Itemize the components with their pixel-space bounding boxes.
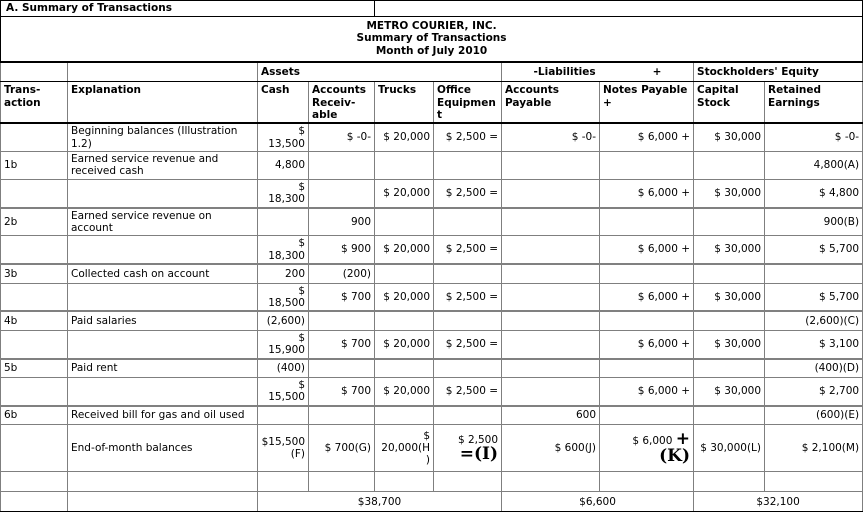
table-row — [1, 406, 863, 425]
cell-beginning-accounts-receivable: $ -0- — [309, 123, 375, 151]
cell-t6b-cash — [258, 406, 309, 425]
cell-t1b-trucks — [375, 152, 434, 180]
cell-t1b-notes-payable — [600, 152, 694, 180]
title-block — [1, 17, 863, 63]
cell-t6b-accounts-payable: 600 — [502, 406, 600, 425]
cell-t6b-transaction: 6b — [1, 406, 68, 425]
banner-row — [1, 1, 863, 17]
eom-accounts-payable: $ 600(J) — [502, 425, 600, 472]
spacer-row — [1, 472, 863, 492]
cell-t4b-explanation: Paid salaries — [68, 311, 258, 330]
cell-sub3-transaction — [1, 283, 68, 311]
cell-t4b-office-equipment — [434, 311, 502, 330]
cell-sub4-office-equipment: $ 2,500 = — [434, 330, 502, 358]
col-accounts-receivable — [309, 82, 375, 124]
cell-sub4-trucks: $ 20,000 — [375, 330, 434, 358]
cell-t6b-trucks — [375, 406, 434, 425]
cell-t2b-trucks — [375, 208, 434, 236]
cell-sub2-accounts-payable — [502, 236, 600, 264]
cell-sub5-notes-payable: $ 6,000 + — [600, 378, 694, 406]
eom-transaction — [1, 425, 68, 472]
cell-t5b-notes-payable — [600, 359, 694, 378]
cell-sub4-accounts-payable — [502, 330, 600, 358]
cell-sub1-explanation — [68, 179, 258, 207]
cell-sub5-office-equipment: $ 2,500 = — [434, 378, 502, 406]
totals-blank-explanation — [68, 492, 258, 512]
cell-sub1-cash: $ 18,300 — [258, 179, 309, 207]
cell-t1b-retained-earnings: 4,800(A) — [765, 152, 863, 180]
cell-t1b-transaction: 1b — [1, 152, 68, 180]
cell-sub5-retained-earnings: $ 2,700 — [765, 378, 863, 406]
cell-t5b-cash: (400) — [258, 359, 309, 378]
col-re-line1: Retained — [768, 84, 822, 97]
cell-t2b-office-equipment — [434, 208, 502, 236]
cell-sub5-transaction — [1, 378, 68, 406]
col-cs-line2: Stock — [697, 96, 731, 109]
cell-t5b-accounts-receivable — [309, 359, 375, 378]
table-row — [1, 283, 863, 311]
cell-t3b-accounts-receivable: (200) — [309, 264, 375, 283]
cell-t1b-accounts-receivable — [309, 152, 375, 180]
table-row — [1, 264, 863, 283]
col-ap-line1: Accounts — [505, 84, 560, 97]
cell-beginning-trucks: $ 20,000 — [375, 123, 434, 151]
cell-t3b-cash: 200 — [258, 264, 309, 283]
cell-sub4-cash: $ 15,900 — [258, 330, 309, 358]
cell-t3b-explanation: Collected cash on account — [68, 264, 258, 283]
col-ar-line3: able — [312, 108, 338, 121]
totals-row — [1, 492, 863, 512]
col-explanation: Explanation — [68, 82, 258, 124]
cell-t1b-office-equipment — [434, 152, 502, 180]
col-notes-payable — [600, 82, 694, 124]
cell-t6b-explanation: Received bill for gas and oil used — [68, 406, 258, 425]
spacer-cell-5 — [375, 472, 434, 492]
eom-retained-earnings: $ 2,100(M) — [765, 425, 863, 472]
end-of-month-row — [1, 425, 863, 472]
cell-sub1-notes-payable: $ 6,000 + — [600, 179, 694, 207]
cell-sub1-capital-stock: $ 30,000 — [694, 179, 765, 207]
cell-beginning-notes-payable: $ 6,000 + — [600, 123, 694, 151]
table-row — [1, 236, 863, 264]
cell-t4b-capital-stock — [694, 311, 765, 330]
cell-t1b-explanation: Earned service revenue and received cash — [68, 152, 258, 180]
cell-sub5-trucks: $ 20,000 — [375, 378, 434, 406]
cell-beginning-retained-earnings: $ -0- — [765, 123, 863, 151]
col-transaction — [1, 82, 68, 124]
cell-t3b-capital-stock — [694, 264, 765, 283]
col-oe-line2: Equipment — [437, 96, 496, 121]
group-liabilities-label: -Liabilities — [533, 65, 596, 78]
cell-t6b-notes-payable — [600, 406, 694, 425]
col-accounts-payable — [502, 82, 600, 124]
cell-sub4-transaction — [1, 330, 68, 358]
cell-sub2-office-equipment: $ 2,500 = — [434, 236, 502, 264]
spacer-cell-10 — [765, 472, 863, 492]
report-name: Summary of Transactions — [356, 32, 507, 45]
eom-notes-payable-plus: + — [675, 429, 691, 450]
spacer-cell-7 — [502, 472, 600, 492]
cell-t1b-accounts-payable — [502, 152, 600, 180]
col-re-line2: Earnings — [768, 96, 820, 109]
cell-sub2-accounts-receivable: $ 900 — [309, 236, 375, 264]
cell-sub5-explanation — [68, 378, 258, 406]
eom-office-equipment-amount: $ 2,500 — [457, 433, 499, 446]
cell-t4b-cash: (2,600) — [258, 311, 309, 330]
banner-filler — [375, 1, 863, 17]
eom-office-equipment-marker: =(I) — [459, 443, 499, 464]
cell-beginning-office-equipment: $ 2,500 = — [434, 123, 502, 151]
col-retained-earnings — [765, 82, 863, 124]
cell-t4b-trucks — [375, 311, 434, 330]
cell-sub5-accounts-payable — [502, 378, 600, 406]
totals-blank-transaction — [1, 492, 68, 512]
total-equity: $32,100 — [694, 492, 863, 512]
spacer-cell-8 — [600, 472, 694, 492]
group-assets: Assets — [258, 62, 502, 82]
cell-t2b-retained-earnings: 900(B) — [765, 208, 863, 236]
cell-t1b-cash: 4,800 — [258, 152, 309, 180]
group-liabilities — [502, 62, 694, 82]
cell-t5b-explanation: Paid rent — [68, 359, 258, 378]
cell-t6b-accounts-receivable — [309, 406, 375, 425]
group-header-row — [1, 62, 863, 82]
cell-sub4-explanation — [68, 330, 258, 358]
cell-sub1-retained-earnings: $ 4,800 — [765, 179, 863, 207]
col-np-line1: Notes Payable — [603, 84, 688, 97]
group-blank-explanation — [68, 62, 258, 82]
cell-t4b-transaction: 4b — [1, 311, 68, 330]
cell-t3b-accounts-payable — [502, 264, 600, 283]
title-row — [1, 17, 863, 63]
cell-sub2-transaction — [1, 236, 68, 264]
cell-sub1-transaction — [1, 179, 68, 207]
cell-t2b-capital-stock — [694, 208, 765, 236]
cell-sub2-retained-earnings: $ 5,700 — [765, 236, 863, 264]
cell-t2b-accounts-payable — [502, 208, 600, 236]
cell-t5b-retained-earnings: (400)(D) — [765, 359, 863, 378]
cell-t5b-capital-stock — [694, 359, 765, 378]
cell-t3b-notes-payable — [600, 264, 694, 283]
cell-beginning-transaction — [1, 123, 68, 151]
cell-sub4-retained-earnings: $ 3,100 — [765, 330, 863, 358]
cell-sub3-trucks: $ 20,000 — [375, 283, 434, 311]
eom-explanation: End-of-month balances — [68, 425, 258, 472]
cell-t2b-accounts-receivable: 900 — [309, 208, 375, 236]
cell-sub3-cash: $ 18,500 — [258, 283, 309, 311]
column-header-row — [1, 82, 863, 124]
cell-t2b-notes-payable — [600, 208, 694, 236]
col-transaction-line2: action — [4, 96, 41, 109]
eom-accounts-receivable: $ 700(G) — [309, 425, 375, 472]
cell-t3b-office-equipment — [434, 264, 502, 283]
col-ar-line2: Receiv- — [312, 96, 356, 109]
cell-sub4-notes-payable: $ 6,000 + — [600, 330, 694, 358]
cell-t4b-accounts-payable — [502, 311, 600, 330]
cell-sub2-capital-stock: $ 30,000 — [694, 236, 765, 264]
cell-sub2-cash: $ 18,300 — [258, 236, 309, 264]
cell-t6b-retained-earnings: (600)(E) — [765, 406, 863, 425]
total-assets: $38,700 — [258, 492, 502, 512]
group-stockholders-equity: Stockholders' Equity — [694, 62, 863, 82]
col-cs-line1: Capital — [697, 84, 739, 97]
spacer-cell-6 — [434, 472, 502, 492]
table-row — [1, 179, 863, 207]
cell-t5b-office-equipment — [434, 359, 502, 378]
col-cash: Cash — [258, 82, 309, 124]
table-row — [1, 311, 863, 330]
cell-t2b-transaction: 2b — [1, 208, 68, 236]
group-blank-transaction — [1, 62, 68, 82]
group-liabilities-plus: + — [652, 65, 662, 78]
eom-office-equipment — [434, 425, 502, 472]
table-row — [1, 359, 863, 378]
spacer-cell-4 — [309, 472, 375, 492]
cell-sub1-accounts-receivable — [309, 179, 375, 207]
col-oe-line1: Office — [437, 84, 471, 97]
eom-capital-stock: $ 30,000(L) — [694, 425, 765, 472]
cell-t5b-accounts-payable — [502, 359, 600, 378]
cell-sub1-trucks: $ 20,000 — [375, 179, 434, 207]
cell-sub3-notes-payable: $ 6,000 + — [600, 283, 694, 311]
cell-t6b-office-equipment — [434, 406, 502, 425]
cell-sub3-capital-stock: $ 30,000 — [694, 283, 765, 311]
cell-t4b-retained-earnings: (2,600)(C) — [765, 311, 863, 330]
eom-cash: $15,500(F) — [258, 425, 309, 472]
spacer-cell-1 — [1, 472, 68, 492]
cell-t5b-transaction: 5b — [1, 359, 68, 378]
table-row — [1, 152, 863, 180]
cell-sub5-cash: $ 15,500 — [258, 378, 309, 406]
cell-t1b-capital-stock — [694, 152, 765, 180]
col-np-line2: + — [603, 96, 612, 109]
col-capital-stock — [694, 82, 765, 124]
cell-beginning-accounts-payable: $ -0- — [502, 123, 600, 151]
cell-sub4-accounts-receivable: $ 700 — [309, 330, 375, 358]
cell-t3b-transaction: 3b — [1, 264, 68, 283]
eom-notes-payable-marker: (K) — [659, 446, 691, 467]
cell-sub5-capital-stock: $ 30,000 — [694, 378, 765, 406]
cell-t4b-accounts-receivable — [309, 311, 375, 330]
cell-sub3-office-equipment: $ 2,500 = — [434, 283, 502, 311]
cell-t3b-trucks — [375, 264, 434, 283]
table-row — [1, 378, 863, 406]
col-trucks: Trucks — [375, 82, 434, 124]
company-name: METRO COURIER, INC. — [366, 20, 497, 32]
eom-trucks: $ 20,000(H) — [375, 425, 434, 472]
cell-sub2-trucks: $ 20,000 — [375, 236, 434, 264]
col-office-equipment — [434, 82, 502, 124]
spacer-cell-9 — [694, 472, 765, 492]
cell-t2b-cash — [258, 208, 309, 236]
eom-notes-payable — [600, 425, 694, 472]
cell-t3b-retained-earnings — [765, 264, 863, 283]
spacer-cell-3 — [258, 472, 309, 492]
spacer-cell-2 — [68, 472, 258, 492]
cell-sub2-explanation — [68, 236, 258, 264]
cell-sub3-retained-earnings: $ 5,700 — [765, 283, 863, 311]
cell-sub3-accounts-receivable: $ 700 — [309, 283, 375, 311]
data-rows-body — [1, 123, 863, 425]
cell-t2b-explanation: Earned service revenue on account — [68, 208, 258, 236]
cell-sub5-accounts-receivable: $ 700 — [309, 378, 375, 406]
banner-label: A. Summary of Transactions — [1, 1, 375, 17]
report-period: Month of July 2010 — [375, 44, 488, 57]
cell-beginning-explanation: Beginning balances (Illustration 1.2) — [68, 123, 258, 151]
cell-t6b-capital-stock — [694, 406, 765, 425]
table-row — [1, 208, 863, 236]
table-row — [1, 330, 863, 358]
cell-beginning-cash: $ 13,500 — [258, 123, 309, 151]
cell-t5b-trucks — [375, 359, 434, 378]
col-transaction-line1: Trans- — [4, 84, 41, 97]
cell-sub4-capital-stock: $ 30,000 — [694, 330, 765, 358]
col-ar-line1: Accounts — [312, 84, 367, 97]
cell-sub1-accounts-payable — [502, 179, 600, 207]
col-ap-line2: Payable — [505, 96, 552, 109]
cell-t4b-notes-payable — [600, 311, 694, 330]
eom-notes-payable-amount: $ 6,000 — [632, 435, 673, 448]
cell-beginning-capital-stock: $ 30,000 — [694, 123, 765, 151]
cell-sub3-accounts-payable — [502, 283, 600, 311]
cell-sub3-explanation — [68, 283, 258, 311]
cell-sub1-office-equipment: $ 2,500 = — [434, 179, 502, 207]
table-row — [1, 123, 863, 151]
total-liabilities: $6,600 — [502, 492, 694, 512]
cell-sub2-notes-payable: $ 6,000 + — [600, 236, 694, 264]
